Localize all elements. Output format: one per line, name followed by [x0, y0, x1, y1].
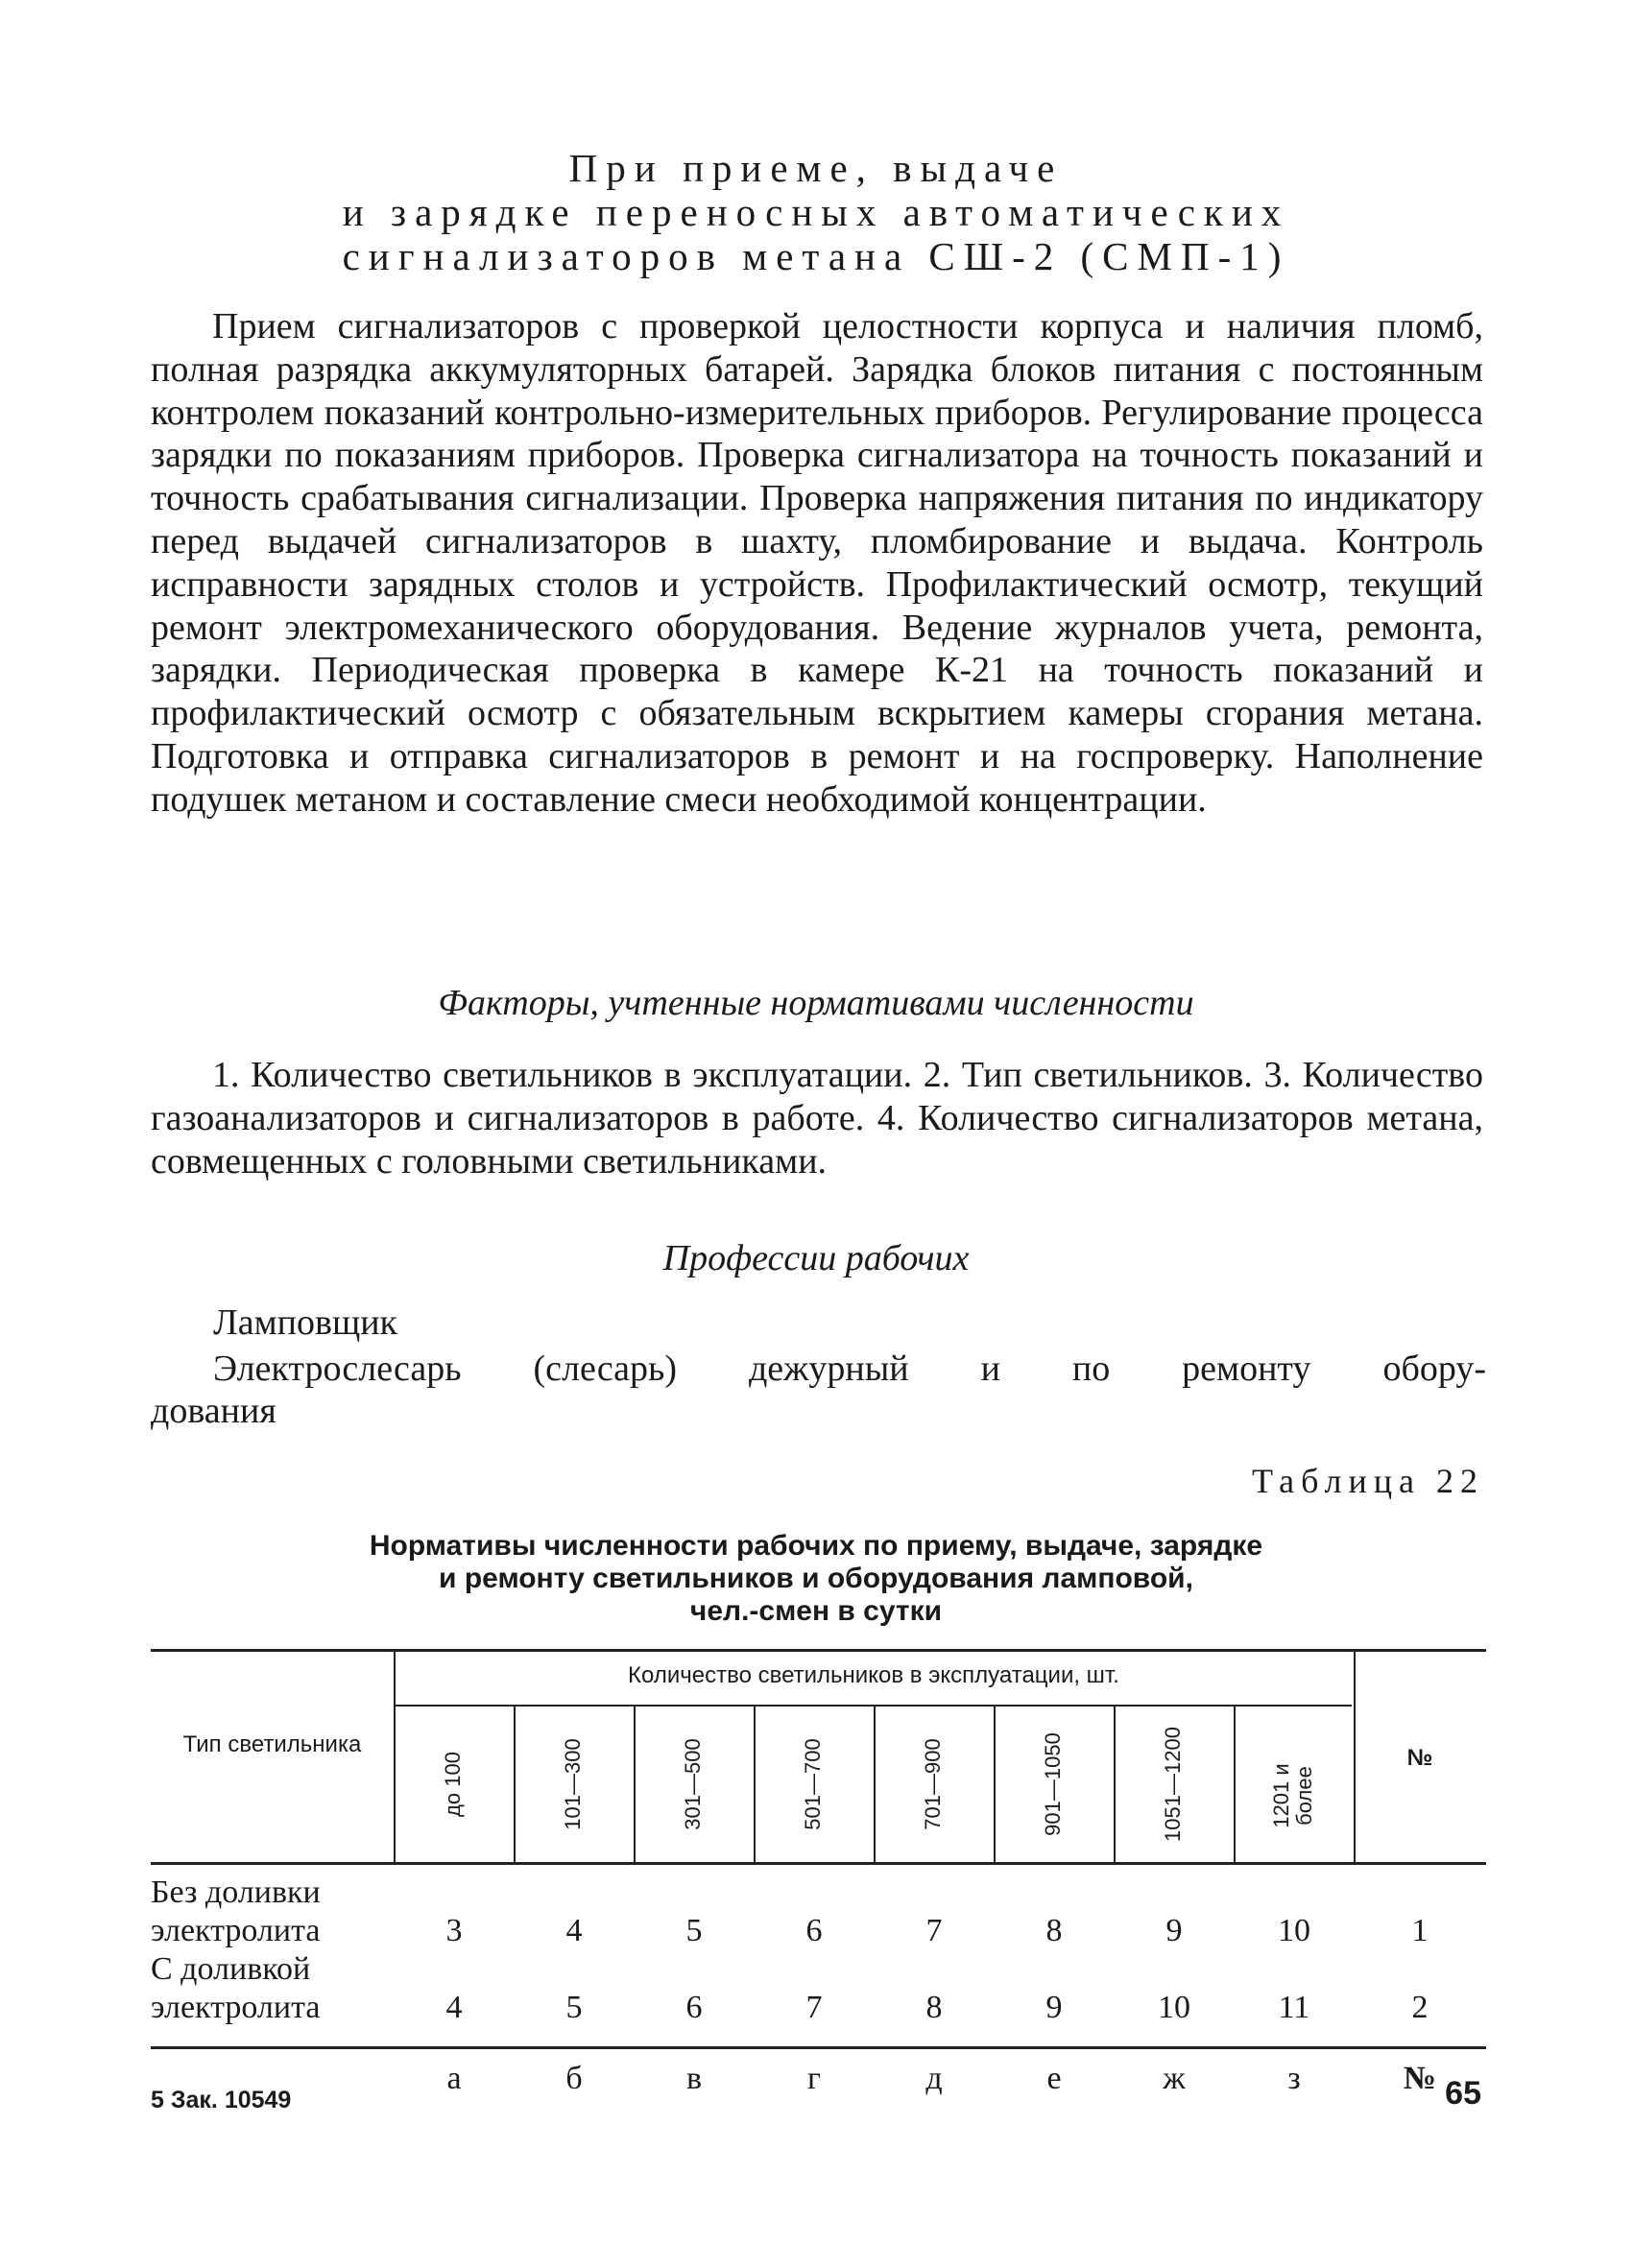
group-header: Количество светильников в эксплуатации, шт. — [628, 1662, 1119, 1688]
table-vline — [994, 1707, 996, 1862]
column-letter: д — [925, 2061, 943, 2096]
col-header-6: 1051—1200 — [1161, 1727, 1185, 1842]
stub-header: Тип светильника — [182, 1731, 362, 1757]
table-top-rule — [151, 1649, 1486, 1652]
table-cell: 9 — [1165, 1913, 1183, 1948]
table-caption-line-2: и ремонту светильников и оборудования ламповой, — [439, 1563, 1193, 1594]
table-cell: 9 — [1045, 1990, 1063, 2025]
table-vline — [754, 1707, 756, 1862]
table-row-num: 1 — [1411, 1913, 1429, 1948]
column-letter: з — [1287, 2061, 1301, 2096]
table-cell: 10 — [1278, 1913, 1310, 1948]
row-label-1-line-1: Без доливки — [151, 1874, 321, 1910]
col-header-5: 901—1050 — [1041, 1732, 1065, 1836]
section-heading-line-2: и зарядке переносных автоматических — [342, 190, 1290, 234]
section-heading-line-3: сигнализаторов метана СШ-2 (СМП-1) — [342, 234, 1290, 278]
col-header-4: 701—900 — [921, 1738, 945, 1830]
table-header-rule — [151, 1862, 1486, 1865]
page-number: 65 — [1445, 2075, 1481, 2112]
profession-item-lampman: Ламповщик — [213, 1302, 398, 1343]
table-cell: 7 — [805, 1990, 823, 2025]
staffing-table — [151, 1649, 1486, 2110]
table-cell: 5 — [565, 1990, 583, 2025]
table-cell: 3 — [445, 1913, 463, 1948]
table-cell: 4 — [565, 1913, 583, 1948]
print-order-mark: 5 Зак. 10549 — [151, 2087, 292, 2113]
row-label-2-line-2: электролита — [151, 1990, 321, 2025]
factors-text: 1. Количество светильников в эксплуатации. 2. Тип светильников. 3. Количество газоанализаторов и сигнализаторов в работе. 4. Количество сигнализаторов метана, совмещенных с головными светильниками. — [151, 1055, 1483, 1182]
col-header-1: 101—300 — [561, 1738, 585, 1830]
table-row-num: 2 — [1411, 1990, 1429, 2025]
table-cell: 5 — [685, 1913, 703, 1948]
row-label-1-line-2: электролита — [151, 1913, 321, 1948]
num-header: № — [1406, 1745, 1433, 1771]
table-group-rule — [394, 1705, 1352, 1707]
col-header-3: 501—700 — [801, 1738, 825, 1830]
table-cell: 10 — [1158, 1990, 1190, 2025]
column-letter: г — [807, 2061, 821, 2096]
table-vline — [1234, 1707, 1236, 1862]
table-caption-line-3: чел.-смен в сутки — [689, 1595, 943, 1627]
column-letter: ж — [1163, 2061, 1186, 2096]
table-vline — [874, 1707, 876, 1862]
factors-heading: Факторы, учтенные нормативами численности — [438, 983, 1194, 1023]
table-cell: 4 — [445, 1990, 463, 2025]
column-letter: а — [446, 2061, 462, 2096]
col-header-0: до 100 — [441, 1752, 465, 1817]
body-paragraph: Прием сигнализаторов с проверкой целостности корпуса и наличия пломб, полная разрядка аккумуляторных батарей. Зарядка блоков питания с постоянным контролем показаний контрольно-измерительных приборов. Регулирование процесса зарядки по показаниям приборов. Проверка сигнализатора на точность показаний и точность срабатывания сигнализации. Проверка напряжения питания по индикатору перед выдачей сигнализаторов в шахту, пломбирование и выдача. Контроль исправности зарядных столов и устройств. Профилактический осмотр, текущий ремонт электромеханического оборудования. Ведение журналов учета, ремонта, зарядки. Периодическая проверка в камере К-21 на точность показаний и профилактический осмотр с обязательным вскрытием камеры сгорания метана. Подготовка и отправка сигнализаторов в ремонт и на госпроверку. Наполнение подушек метаном и составление смеси необходимой концентрации. — [151, 306, 1483, 820]
table-cell: 8 — [925, 1990, 943, 2025]
table-vline — [514, 1707, 516, 1862]
table-cell: 7 — [925, 1913, 943, 1948]
table-cell: 6 — [685, 1990, 703, 2025]
row-label-2-line-1: С доливкой — [151, 1951, 311, 1987]
table-vline — [634, 1707, 636, 1862]
column-letter-num: № — [1403, 2061, 1437, 2096]
table-cell: 8 — [1045, 1913, 1063, 1948]
column-letter: б — [565, 2061, 583, 2096]
profession-item-electrician: Электрослесарь (слесарь) дежурный и по ремонту обору- — [213, 1349, 1486, 1389]
column-letter: в — [685, 2061, 703, 2096]
professions-heading: Профессии рабочих — [662, 1238, 970, 1278]
profession-item-electrician-cont: дования — [151, 1391, 276, 1431]
table-vline — [1114, 1707, 1116, 1862]
section-heading-line-1: При приеме, выдаче — [568, 146, 1064, 190]
col-header-7: 1201 и более — [1269, 1763, 1316, 1828]
table-cell: 6 — [805, 1913, 823, 1948]
table-number: Таблица 22 — [1252, 1462, 1484, 1500]
col-header-2: 301—500 — [681, 1738, 705, 1830]
table-caption — [192, 1530, 1440, 1628]
table-cell: 11 — [1278, 1990, 1310, 2025]
table-bottom-rule — [151, 2046, 1486, 2049]
column-letter: е — [1046, 2061, 1062, 2096]
table-caption-line-1: Нормативы численности рабочих по приему, выдаче, зарядке — [369, 1530, 1263, 1562]
